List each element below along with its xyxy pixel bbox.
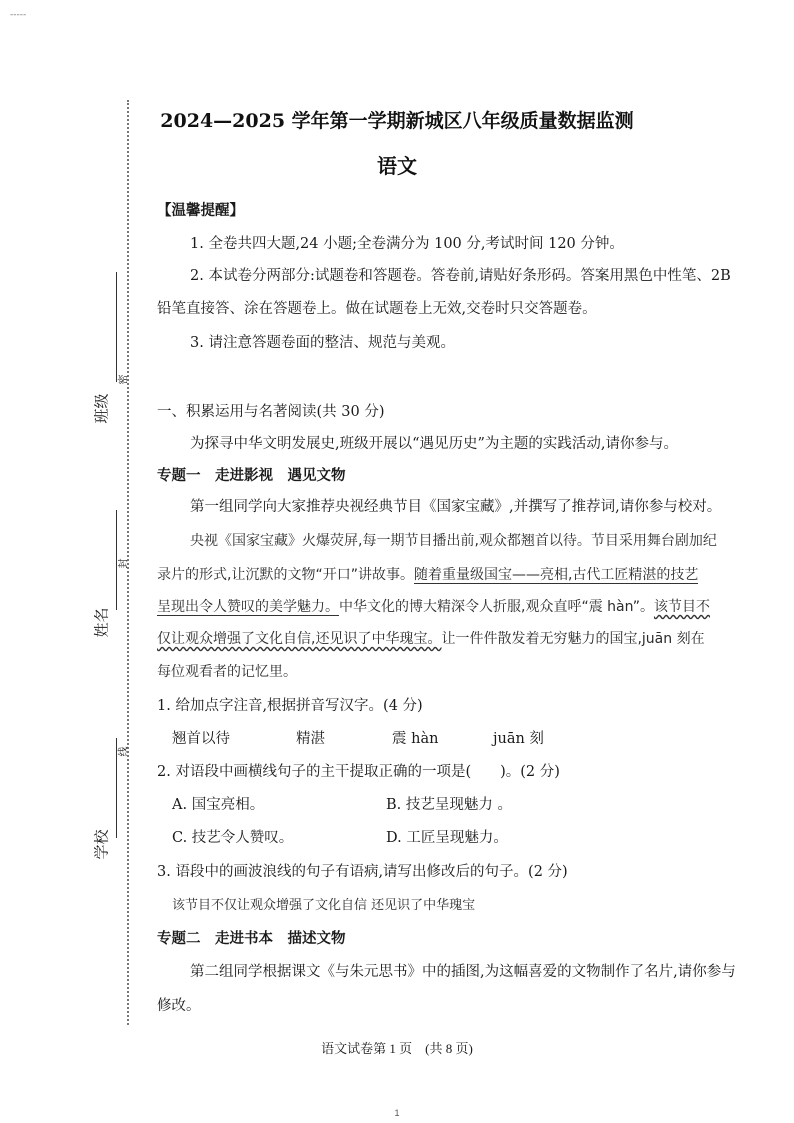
q1-word-4: juān 刻 <box>493 731 544 747</box>
seal-xian: 线 <box>118 746 130 757</box>
question-1: 1. 给加点字注音,根据拼音写汉字。(4 分) <box>157 698 423 714</box>
topic-1-heading: 专题一 走进影视 遇见文物 <box>157 467 346 484</box>
topic-1-intro: 第一组同学向大家推荐央视经典节目《国家宝藏》,并撰写了推荐词,请你参与校对。 <box>190 499 722 515</box>
q1-word-3: 震 hàn <box>392 731 439 747</box>
section-1-intro: 为探寻中华文明发展史,班级开展以“遇见历史”为主题的实践活动,请你参与。 <box>190 436 679 452</box>
section-1-heading: 一、积累运用与名著阅读(共 30 分) <box>157 404 385 420</box>
passage-line-2 <box>157 565 698 585</box>
passage-line-3 <box>157 597 710 617</box>
q2-option-a: A. 国宝亮相。 <box>172 797 265 813</box>
seal-feng: 封 <box>118 558 130 569</box>
class-write-line <box>116 272 117 382</box>
passage-underlined-sentence-b: 呈现出令人赞叹的美学魅力。 <box>157 599 339 615</box>
question-3: 3. 语段中的画波浪线的句子有语病,请写出修改后的句子。(2 分) <box>157 864 568 880</box>
topic-2-line-1: 第二组同学根据课文《与朱元思书》中的插图,为这幅喜爱的文物制作了名片,请你参与 <box>190 964 736 980</box>
passage-line-4-b: 让一件件散发着无穷魅力的国宝,juān 刻在 <box>441 631 705 647</box>
passage-line-3-b: 中华文化的博大精深令人折服,观众直呼“震 hàn”。 <box>339 599 654 615</box>
seal-mi: 密 <box>118 374 130 385</box>
q1-word-1: 翘首以待 <box>172 731 230 747</box>
scan-page-number: 1 <box>394 1108 400 1118</box>
q3-sentence: 该节目不仅让观众增强了文化自信 还见识了中华瑰宝 <box>172 898 476 913</box>
reminder-heading: 【温馨提醒】 <box>157 202 244 219</box>
passage-wavy-sentence-a: 该节目不 <box>653 599 710 615</box>
reminder-item-2b: 铅笔直接答、涂在答题卷上。做在试题卷上无效,交卷时只交答题卷。 <box>157 301 597 317</box>
passage-line-5: 每位观看者的记忆里。 <box>157 664 297 680</box>
passage-line-4 <box>157 629 705 649</box>
q2-option-b: B. 技艺呈现魅力 。 <box>386 797 512 813</box>
q2-option-d: D. 工匠呈现魅力。 <box>386 830 508 846</box>
name-label: 姓名 <box>92 607 111 638</box>
topic-2-line-2: 修改。 <box>157 998 201 1014</box>
page-footer: 语文试卷第 1 页 (共 8 页) <box>321 1041 473 1056</box>
reminder-item-1: 1. 全卷共四大题,24 小题;全卷满分为 100 分,考试时间 120 分钟。 <box>190 236 624 252</box>
q1-word-2: 精湛 <box>296 731 325 747</box>
question-2: 2. 对语段中画横线句子的主干提取正确的一项是( )。(2 分) <box>157 764 560 780</box>
topic-2-heading: 专题二 走进书本 描述文物 <box>157 930 346 947</box>
class-label: 班级 <box>92 393 111 424</box>
reminder-item-2a: 2. 本试卷分两部分:试题卷和答题卷。答卷前,请贴好条形码。答案用黑色中性笔、2B <box>190 268 731 284</box>
exam-title: 2024—2025 学年第一学期新城区八年级质量数据监测 <box>160 110 634 132</box>
school-label: 学校 <box>92 829 111 860</box>
passage-line-1: 央视《国家宝藏》火爆荧屏,每一期节目播出前,观众都翘首以待。节目采用舞台剧加纪 <box>190 533 717 549</box>
passage-underlined-sentence-a: 随着重量级国宝——亮相,古代工匠精湛的技艺 <box>413 567 699 583</box>
subject-title: 语文 <box>377 154 417 178</box>
reminder-item-3: 3. 请注意答题卷面的整洁、规范与美观。 <box>190 335 455 351</box>
scan-mark: ----- <box>10 10 27 20</box>
passage-wavy-sentence-b: 仅让观众增强了文化自信,还见识了中华瑰宝。 <box>157 631 442 647</box>
q2-option-c: C. 技艺令人赞叹。 <box>172 830 294 846</box>
passage-line-2-a: 录片的形式,让沉默的文物“开口”讲故事。 <box>157 567 414 583</box>
